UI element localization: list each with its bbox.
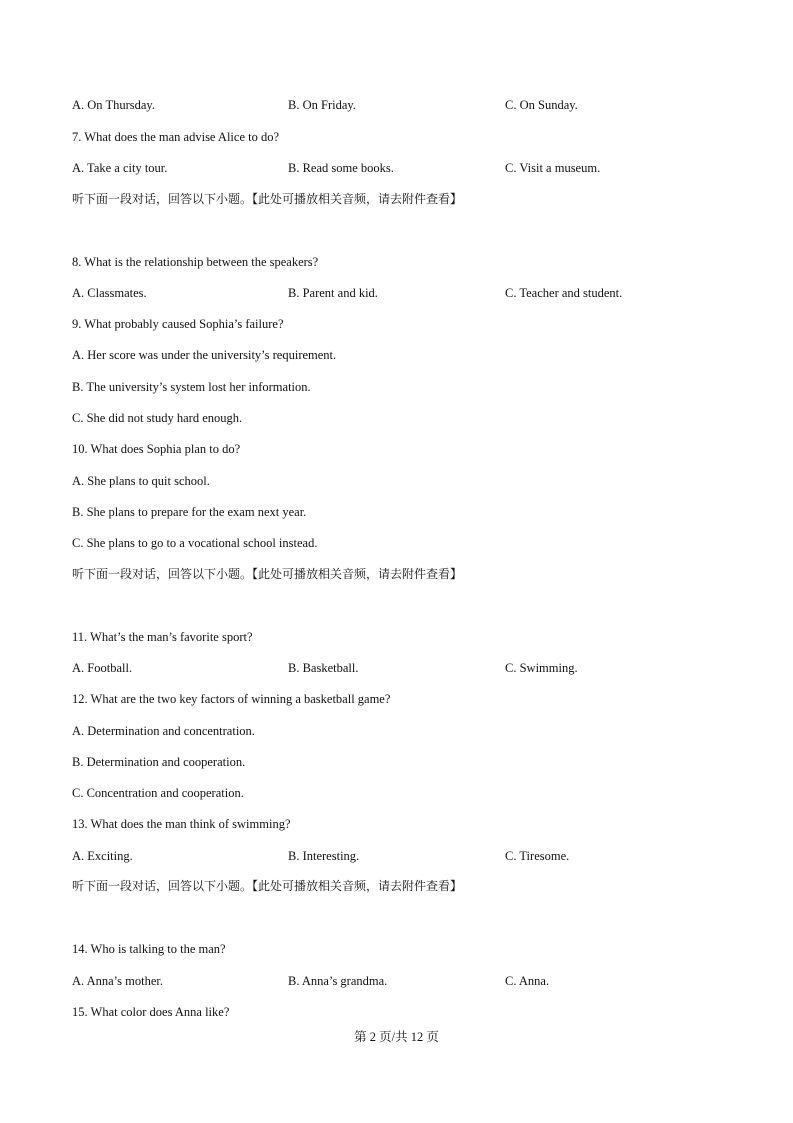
q11-option-b: B. Basketball.	[288, 661, 359, 675]
q13-option-a: A. Exciting.	[72, 849, 133, 863]
section-note-3: 听下面一段对话，回答以下小题。【此处可播放相关音频，请去附件查看】	[72, 879, 463, 893]
page-footer: 第 2 页/共 12 页	[354, 1030, 439, 1044]
q7-question: 7. What does the man advise Alice to do?	[72, 130, 280, 144]
q7-option-c: C. Visit a museum.	[505, 161, 601, 175]
q11-options	[72, 660, 578, 676]
q10-option-b: B. She plans to prepare for the exam next year.	[72, 505, 307, 519]
q6-options	[72, 97, 578, 113]
q12-question: 12. What are the two key factors of winning a basketball game?	[72, 692, 391, 706]
q6-option-b: B. On Friday.	[288, 98, 356, 112]
q10-option-c: C. She plans to go to a vocational school instead.	[72, 536, 318, 550]
q8-question: 8. What is the relationship between the speakers?	[72, 255, 319, 269]
q8-options	[72, 285, 622, 301]
section-note-1: 听下面一段对话，回答以下小题。【此处可播放相关音频，请去附件查看】	[72, 192, 463, 206]
q14-question: 14. Who is talking to the man?	[72, 942, 226, 956]
q7-options	[72, 160, 600, 176]
section-note-2: 听下面一段对话，回答以下小题。【此处可播放相关音频，请去附件查看】	[72, 567, 463, 581]
q11-option-a: A. Football.	[72, 661, 133, 675]
q7-option-a: A. Take a city tour.	[72, 161, 168, 175]
q8-option-a: A. Classmates.	[72, 286, 147, 300]
q14-option-b: B. Anna’s grandma.	[288, 974, 388, 988]
q11-option-c: C. Swimming.	[505, 661, 578, 675]
q12-option-c: C. Concentration and cooperation.	[72, 786, 244, 800]
q13-question: 13. What does the man think of swimming?	[72, 817, 291, 831]
q9-option-b: B. The university’s system lost her information.	[72, 380, 311, 394]
q10-question: 10. What does Sophia plan to do?	[72, 442, 241, 456]
q6-option-a: A. On Thursday.	[72, 98, 155, 112]
q8-option-b: B. Parent and kid.	[288, 286, 378, 300]
q12-option-a: A. Determination and concentration.	[72, 724, 255, 738]
q13-options	[72, 848, 569, 864]
q9-option-a: A. Her score was under the university’s requirement.	[72, 348, 337, 362]
q10-option-a: A. She plans to quit school.	[72, 474, 210, 488]
q11-question: 11. What’s the man’s favorite sport?	[72, 630, 253, 644]
q6-option-c: C. On Sunday.	[505, 98, 578, 112]
q9-option-c: C. She did not study hard enough.	[72, 411, 243, 425]
q13-option-c: C. Tiresome.	[505, 849, 570, 863]
q14-options	[72, 973, 549, 989]
q8-option-c: C. Teacher and student.	[505, 286, 623, 300]
q13-option-b: B. Interesting.	[288, 849, 360, 863]
q9-question: 9. What probably caused Sophia’s failure?	[72, 317, 284, 331]
q15-question: 15. What color does Anna like?	[72, 1005, 230, 1019]
q7-option-b: B. Read some books.	[288, 161, 394, 175]
q12-option-b: B. Determination and cooperation.	[72, 755, 246, 769]
q14-option-c: C. Anna.	[505, 974, 550, 988]
q14-option-a: A. Anna’s mother.	[72, 974, 163, 988]
